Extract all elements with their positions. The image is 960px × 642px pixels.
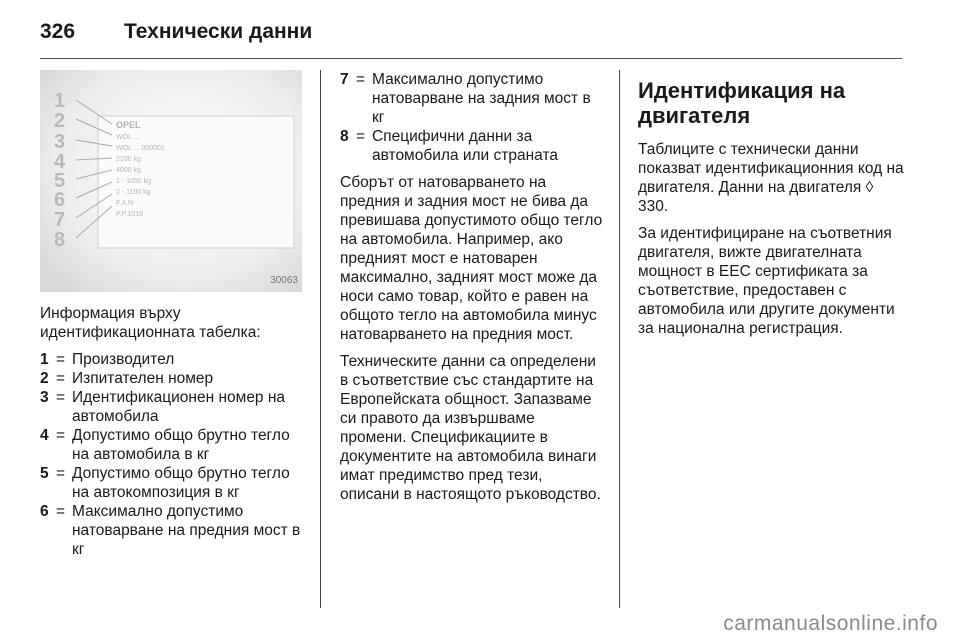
legend-text: Производител xyxy=(72,351,175,368)
paragraph-engine-code xyxy=(638,140,906,216)
page-header xyxy=(40,14,920,58)
column-right xyxy=(638,70,906,346)
legend-item xyxy=(340,127,604,165)
paragraph-engine-code-text: Таблиците с технически данни показват идентификационния код на двигателя. Данни на двигателя xyxy=(638,141,904,196)
id-plate-figure xyxy=(40,70,302,292)
column-divider-2 xyxy=(619,70,620,608)
page-title: Технически данни xyxy=(124,20,313,43)
plate-line-1: OPEL xyxy=(116,120,141,130)
legend-list-1 xyxy=(40,350,302,559)
callout-8: 8 xyxy=(54,229,66,251)
legend-item xyxy=(40,350,302,369)
id-plate-illustration xyxy=(40,70,302,292)
callout-1: 1 xyxy=(54,90,66,112)
legend-text: Изпитателен номер xyxy=(72,370,214,387)
column-left xyxy=(40,70,302,567)
legend-equals: = xyxy=(56,503,66,520)
legend-equals: = xyxy=(56,351,66,368)
paragraph-standards: Техническите данни са определени в съответствие със стандартите на Европейската общност. Запазваме си правото да извършваме промени. Спецификациите в документите на автомобила винаги имат предимство пред тези, описани в настоящото ръководство. xyxy=(340,353,601,503)
plate-line-8: F.A.N xyxy=(116,200,134,207)
callout-6: 6 xyxy=(54,189,66,211)
cross-reference-link[interactable]: 330. xyxy=(638,198,669,215)
legend-text: Максимално допустимо натоварване на предния мост в кг xyxy=(72,503,301,558)
legend-number: 4 xyxy=(40,427,49,444)
legend-text: Допустимо общо брутно тегло на автокомпозиция в кг xyxy=(72,465,290,501)
paragraph-engine-identification: За идентифициране на съответния двигателя, вижте двигателната мощност в ЕЕС сертификата за съответствие, предоставен с автомобила или другите документи за национална регистрация. xyxy=(638,225,895,337)
plate-line-4: 2100 kg xyxy=(116,156,141,163)
plate-line-9: P.P.1016 xyxy=(116,211,143,218)
legend-equals: = xyxy=(356,71,366,88)
legend-item xyxy=(40,426,302,464)
legend-number: 3 xyxy=(40,389,49,406)
legend-intro: Информация върху идентификационната табелка: xyxy=(40,305,261,341)
legend-equals: = xyxy=(56,465,66,482)
legend-equals: = xyxy=(56,427,66,444)
callout-3: 3 xyxy=(54,131,66,153)
legend-number: 5 xyxy=(40,465,49,482)
column-middle xyxy=(340,70,604,512)
legend-item xyxy=(40,388,302,426)
callout-7: 7 xyxy=(54,209,66,231)
plate-line-3: WOL ... 000001 xyxy=(116,145,165,152)
plate-line-7: 2 - 1100 kg xyxy=(116,189,151,196)
plate-line-6: 1 - 1050 kg xyxy=(116,178,152,185)
paragraph-axle-load: Сборът от натоварването на предния и задния мост не бива да превишава допустимото общо тегло на автомобила. Например, ако предният мост е натоварен максимално, задният мост може да носи само товар, който е равен на общото тегло на автомобила минус натоварването на предния мост. xyxy=(340,174,603,343)
legend-number: 1 xyxy=(40,351,49,368)
legend-text: Допустимо общо брутно тегло на автомобила в кг xyxy=(72,427,290,463)
figure-id: 30063 xyxy=(270,275,298,286)
legend-number: 2 xyxy=(40,370,49,387)
legend-text: Идентификационен номер на автомобила xyxy=(72,389,286,425)
legend-item xyxy=(40,502,302,559)
legend-equals: = xyxy=(356,128,366,145)
legend-text: Максимално допустимо натоварване на задния мост в кг xyxy=(372,71,591,126)
plate-line-2: WOL ... xyxy=(116,134,140,141)
legend-item xyxy=(40,369,302,388)
legend-item xyxy=(40,464,302,502)
cross-reference-arrow-icon: ◊ xyxy=(865,179,874,196)
legend-item xyxy=(340,70,604,127)
header-divider xyxy=(40,58,902,59)
column-divider-1 xyxy=(320,70,321,608)
plate-line-5: 4000 kg xyxy=(116,167,141,174)
legend-equals: = xyxy=(56,370,66,387)
section-heading: Идентификация на двигателя xyxy=(638,78,846,128)
legend-equals: = xyxy=(56,389,66,406)
legend-list-2 xyxy=(340,70,604,165)
callout-2: 2 xyxy=(54,110,66,132)
legend-number: 7 xyxy=(340,71,349,88)
callout-4: 4 xyxy=(54,151,66,173)
watermark-url: carmanualsonline.info xyxy=(723,612,938,635)
page-number: 326 xyxy=(40,20,76,43)
callout-5: 5 xyxy=(54,170,66,192)
legend-text: Специфични данни за автомобила или страната xyxy=(372,128,558,164)
legend-number: 8 xyxy=(340,128,349,145)
legend-number: 6 xyxy=(40,503,49,520)
